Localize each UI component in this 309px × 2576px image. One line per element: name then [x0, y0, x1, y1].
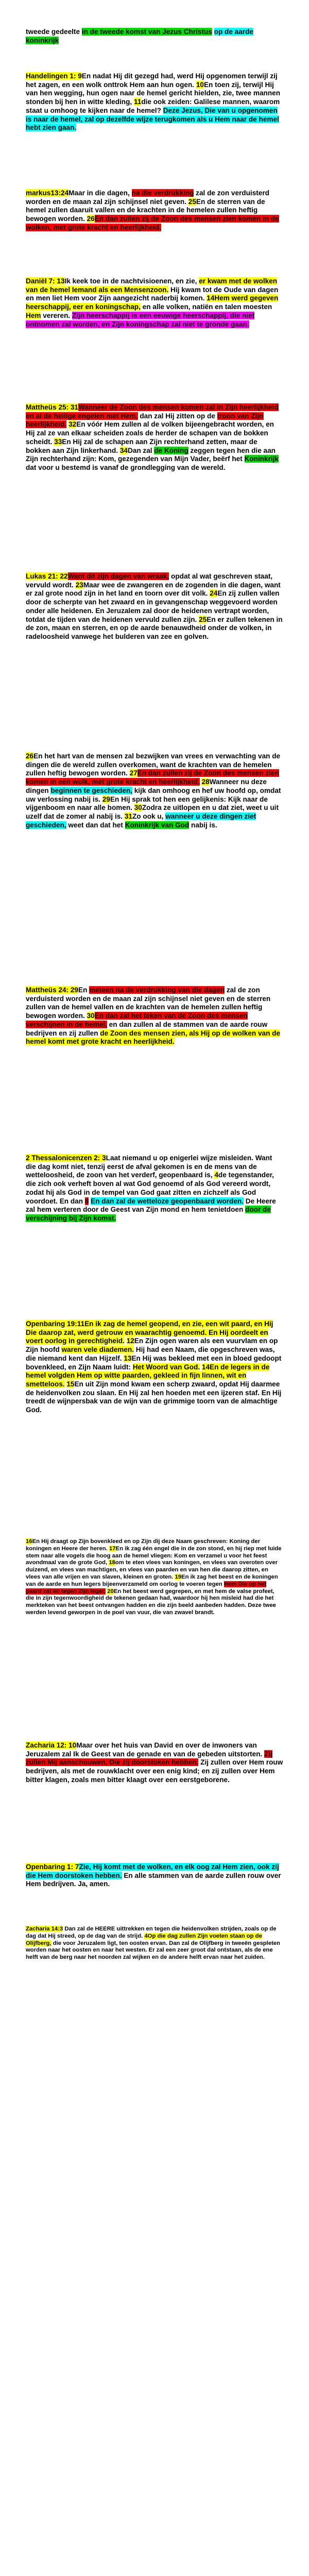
lukas-21-continuation-passage	[26, 752, 283, 829]
lukas-21-segment: Want dit zijn dagen van wraak,	[67, 572, 169, 580]
daniel-7-segment: Zijn heerschappij is een eeuwige heerschappij, die	[72, 311, 243, 319]
lukas-21b-segment: 27	[129, 769, 138, 777]
openbaring-19-segment: 15	[66, 1380, 75, 1388]
markus-13-segment: 26	[87, 215, 95, 223]
zacharia-12-segment: Zij zullen Mij aanschouwen, Die zij doorstoken hebben.	[26, 1750, 272, 1767]
daniel-7-segment: 14	[207, 294, 215, 302]
openbaring-19b-segment: 20	[107, 1588, 114, 1595]
lukas-21b-segment: Zo ook u,	[132, 812, 166, 820]
handelingen-1-segment: En toen zij, terwijl Hij van hen wegging, hun ogen naar de hemel gericht hielden, zie, twee mannen stonden bij hen in witte kleding,	[26, 80, 280, 106]
openbaring-19-segment: 12	[126, 1337, 134, 1345]
intro-segment: tweede gedeelte	[26, 28, 82, 36]
mattheus-25-segment: Mattheüs 25: 31	[26, 403, 78, 411]
daniel-7-segment: Hem werd gegeven heerschappij, eer en koningschap,	[26, 294, 279, 311]
mattheus-25-segment: Koninkrijk	[244, 455, 279, 463]
zacharia-14-segment: Zacharia 14:3	[26, 1926, 63, 1932]
lukas-21-segment: 24	[210, 589, 218, 598]
mattheus-25-segment: En vóór Hem zullen al de volken bijeengebracht worden, en Hij zal ze van elkaar scheiden zoals de herder de schapen van de bokken scheidt.	[26, 420, 274, 446]
daniel-7-segment: niet ontnomen zal worden, en Zijn koningschap zal niet te gronde gaan.	[26, 311, 255, 328]
lukas-21-segment: 25	[199, 615, 207, 623]
openbaring-19b-segment: En het beest werd gegrepen, en met hem de valse profeet, die in zijn tegenwoordigheid de tekenen gedaan had, waardoor hij hen misleid had die het merkteken van het beest ontvangen hadden en die zijn beeld aanbeden hadden. Deze twee werden levend geworpen in de poel van vuur, die van zwavel brandt.	[26, 1588, 276, 1616]
zacharia-12-segment: Maar over het huis van David en over de inwoners van Jeruzalem zal Ik de Geest van de genade en van de gebeden uitstorten.	[26, 1741, 265, 1758]
openbaring-19b-segment: En ik zag het beest en de koningen van de aarde en hun legers bijeenverzameld om oorlog te voeren tegen	[26, 1573, 278, 1587]
markus-13-segment: Maar in die dagen,	[68, 189, 132, 197]
intro-segment: in de tweede komst van Jezus Christus	[81, 28, 212, 36]
openbaring-19-segment: En Hij was bekleed met een in bloed gedoopt bovenkleed, en Zijn Naam luidt:	[26, 1354, 282, 1371]
mattheus-25-segment: 33	[54, 437, 62, 446]
openbaring-19-segment: En de legers in de hemel volgden Hem op witte paarden, gekleed in fijn linnen, wit en smetteloos.	[26, 1363, 270, 1388]
handelingen-1-segment: die ook zeiden: Galilese mannen, waarom staat u omhoog te kijken naar de hemel?	[26, 98, 280, 114]
mattheus-25-segment: Dan zal	[127, 446, 154, 454]
daniel-7-segment: Hij kwam tot de Oude van dagen en men liet Hem voor Zijn aangezicht naderbij komen.	[26, 285, 279, 302]
lukas-21-segment: opdat al wat geschreven staat, vervuld wordt.	[26, 572, 273, 589]
intro-segment: op de aarde	[214, 28, 253, 36]
mattheus-24-segment: En	[78, 986, 90, 994]
mattheus-25-segment: Wanneer de Zoon des mensen komen zal in Zijn heerlijkheid en al de heilige engelen met Hem,	[26, 403, 279, 420]
openbaring-1-segment: Openbaring 1: 7	[26, 1863, 79, 1871]
openbaring-19b-segment: Hem Die op het paard zat en tegen Zijn leger.	[26, 1581, 267, 1595]
mattheus-24-segment: 30	[87, 1012, 95, 1020]
lukas-21-segment: En zij zullen vallen door de scherpte van het zwaard en in gevangenschap weggevoerd worden onder alle heidenen. En Jeruzalem zal door de heidenen vertrapt worden, totdat de tijden van de heidenen vervuld zullen zijn.	[26, 589, 280, 623]
zacharia-14-segment: Op die dag zullen Zijn voeten staan op de Olijfberg,	[26, 1933, 262, 1946]
openbaring-19-continuation-passage	[26, 1538, 283, 1617]
mattheus-25-segment: dat voor u bestemd is vanaf de grondlegging van de wereld.	[26, 463, 226, 471]
daniel-7-segment: er kwam met de wolken van de hemel Iemand als een Mensenzoon.	[26, 277, 278, 294]
mattheus-25-segment: de Koning	[154, 446, 188, 454]
mattheus-24-segment: meteen na de verdrukking van die dagen	[89, 986, 225, 994]
markus-13-segment: markus13:24	[26, 189, 69, 197]
markus-13-segment: zal de zon verduisterd worden en de maan zal zijn schijnsel niet geven.	[26, 189, 269, 206]
markus-13-segment: En dan zullen zij de Zoon des mensen zien komen in de wolken, met grote kracht en heerlijkheid.	[26, 215, 279, 231]
openbaring-19b-segment: 17	[109, 1545, 116, 1552]
openbaring-19b-segment: En Hij draagt op Zijn bovenkleed en op Zijn dij deze Naam geschreven: Koning der koningen en Heere der heren.	[26, 1538, 261, 1552]
daniel-7-passage	[26, 277, 283, 329]
lukas-21b-segment: 28	[201, 778, 210, 786]
mattheus-25-segment: troon van Zijn heerlijkheid.	[26, 412, 264, 429]
lukas-21b-segment: beginnen te geschieden,	[50, 786, 132, 794]
daniel-7-segment: en alle volken, natiën en talen moesten	[140, 303, 272, 311]
lukas-21b-segment: kijk dan omhoog en hef uw hoofd op, omdat uw verlossing nabij is.	[26, 786, 281, 803]
tessalonicenzen-2-segment: 2 Thessalonicenzen 2: 3	[26, 1154, 106, 1162]
lukas-21b-segment: En Hij sprak tot hen een gelijkenis: Kijk naar de vijgenboom en naar alle bomen.	[26, 795, 268, 812]
mattheus-25-segment: En Hij zal de schapen aan Zijn rechterhand zetten, maar de bokken aan Zijn linkerhand.	[26, 437, 258, 454]
lukas-21-segment: En er zullen tekenen in de zon, maan en sterren, en op de aarde benauwdheid onder de volken, in radeloosheid vanwege het bulderen van zee en golven.	[26, 615, 283, 640]
lukas-21-segment: Maar wee de zwangeren en de zogenden in die dagen, want er zal grote nood zijn in het land en toorn over dit volk.	[26, 581, 281, 598]
intro-segment: koninkrijk	[26, 36, 59, 44]
tessalonicenzen-2-segment: Laat niemand u op enigerlei wijze misleiden. Want die dag komt niet, tenzij eerst de afval gekomen is en de mens van de wetteloosheid, de zoon van het verderf, geopenbaard is,	[26, 1154, 272, 1179]
lukas-21-segment: Lukas 21: 22	[26, 572, 68, 580]
openbaring-1-passage	[26, 1863, 283, 1889]
openbaring-19-segment: 13	[124, 1354, 132, 1362]
tessalonicenzen-2-segment: 4	[214, 1171, 218, 1179]
handelingen-1-segment: Deze Jezus, Die van u opgenomen is naar de hemel, zal op dezelfde wijze terugkomen als u Hem naar de hemel hebt zien gaan.	[26, 106, 279, 132]
mattheus-24-passage	[26, 986, 283, 1046]
daniel-7-segment: Daniël 7: 13	[26, 277, 65, 285]
zacharia-12-passage	[26, 1741, 283, 1785]
openbaring-19-segment: 14	[201, 1363, 210, 1371]
mattheus-25-passage	[26, 403, 283, 472]
openbaring-19b-segment: En ik zag één engel die in de zon stond, en hij riep met luide stem naar alle vogels die hoog aan de hemel vliegen: Kom en verzamel u voor het feest avondmaal van de grote God,	[26, 1545, 282, 1566]
markus-13-segment: 25	[188, 197, 196, 206]
handelingen-1-segment: 11	[133, 98, 142, 106]
mattheus-24-segment: de Zoon des mensen zien, als Hij op de wolken van de hemel komt met grote kracht en heerlijkheid.	[26, 1029, 281, 1046]
lukas-21-passage	[26, 572, 283, 641]
tessalonicenzen-2-segment: En dan	[59, 1197, 85, 1205]
lukas-21b-segment: Wanneer nu deze dingen	[26, 778, 267, 794]
openbaring-1-segment: En alle stammen van de aarde zullen rouw over Hem bedrijven. Ja, amen.	[26, 1871, 281, 1888]
tessalonicenzen-2-segment: En dan zal de wetteloze geopenbaard worden.	[91, 1197, 244, 1205]
lukas-21b-segment: En het hart van de mensen zal bezwijken van vrees en verwachting van de dingen die de wereld zullen overkomen, want de krachten van de hemelen zullen heftig bewogen worden.	[26, 752, 281, 777]
zacharia-12-segment: Zacharia 12: 10	[26, 1741, 77, 1749]
mattheus-24-segment: en dan zullen al de stammen van de aarde rouw bedrijven en zij zullen	[26, 1020, 268, 1037]
lukas-21b-segment: 30	[134, 804, 142, 812]
zacharia-12-segment: Zij zullen over Hem rouw bedrijven, als met de rouwklacht over een enig kind; en zij zullen over Hem bitter klagen, zoals men bitter klaagt over een eerstgeborene.	[26, 1758, 283, 1784]
openbaring-19b-segment: 16	[26, 1538, 32, 1545]
daniel-7-segment: Ik keek toe in de nachtvisioenen, en zie,	[64, 277, 199, 285]
openbaring-19-segment: Het Woord van God.	[132, 1363, 200, 1371]
openbaring-19-segment: En Zijn ogen waren als een vuurvlam en op Zijn hoofd	[26, 1337, 278, 1354]
openbaring-19b-segment: 18	[109, 1560, 115, 1566]
handelingen-1-segment: Handelingen 1: 9	[26, 72, 82, 80]
openbaring-19-segment: En ik zag de hemel geopend, en zie, een wit paard, en Hij Die daarop zat, werd getrouw en waarachtig genoemd. En Hij oordeelt en voert oorlog in gerechtigheid.	[26, 1320, 273, 1345]
tessalonicenzen-2-segment: De Heere zal hem verteren door de Geest van Zijn mond en hem tenietdoen	[26, 1197, 276, 1214]
mattheus-24-segment: En dan zal het teken van de Zoon des mensen verschijnen in de hemel,	[26, 1012, 248, 1028]
tessalonicenzen-2-segment: de tegenstander, die zich ook verheft boven al wat God genoemd of als God vereerd wordt, zodat hij als God in de tempel van God gaat zitten en zichzelf als God voordoet.	[26, 1171, 274, 1205]
handelingen-1-segment: 10	[196, 80, 204, 89]
lukas-21b-segment: nabij is.	[189, 821, 217, 829]
intro-heading	[26, 28, 283, 45]
tessalonicenzen-2-segment: door de verschijning bij Zijn komst.	[26, 1206, 271, 1222]
lukas-21b-segment: Koninkrijk van God	[125, 821, 190, 829]
zacharia-14-segment: 4	[144, 1933, 148, 1939]
zacharia-14-passage	[26, 1926, 283, 1961]
openbaring-19b-segment: om te eten vlees van koningen, en vlees van overoten over duizend, en vlees van machtigen, en vlees van paarden en van hen die daarop zitten, en vlees van alle vrijen en van slaven, kleinen en groten.	[26, 1560, 278, 1580]
daniel-7-segment: vereren.	[41, 311, 72, 319]
mattheus-25-segment: zeggen tegen hen die aan Zijn rechterhand zijn: Kom, gezegenden van Mijn Vader, beërf het	[26, 446, 276, 463]
tessalonicenzen-2-segment: 8	[84, 1197, 89, 1205]
tessalonicenzen-2-passage	[26, 1154, 283, 1223]
mattheus-24-segment: Mattheüs 24: 29	[26, 986, 78, 994]
markus-13-segment: En de sterren van de hemel zullen daaruit vallen en de krachten in de hemelen zullen heftig bewogen worden.	[26, 197, 265, 223]
zacharia-14-segment: die voor Jeruzalem ligt, ten oosten ervan. Dan zal de Olijfberg in tweeën gespleten worden naar het oosten en naar het westen. Er zal een zeer groot dal ontstaan, als de ene helft van de berg naar het noorden zal wijken en de andere helft ervan naar het zuiden.	[26, 1940, 281, 1961]
lukas-21b-segment: 26	[26, 752, 34, 760]
daniel-7-segment: Hem	[26, 311, 41, 319]
markus-13-passage	[26, 189, 283, 232]
lukas-21b-segment: weet dan dat het	[66, 821, 125, 829]
openbaring-19-segment: En uit Zijn mond kwam een scherp zwaard, opdat Hij daarmee de heidenvolken zou slaan. En Hij zal hen hoeden met een ijzeren staf. En Hij treedt de wijnpersbak van de wijn van de grimmige toorn van de almachtige God.	[26, 1380, 282, 1414]
lukas-21b-segment: En dan zullen zij de Zoon des mensen zien komen in een wolk, met grote kracht en heerlijkheid.	[26, 769, 279, 786]
handelingen-1-passage	[26, 72, 283, 132]
openbaring-19-segment: Hij had een Naam, die opgeschreven was, die niemand kent dan Hijzelf.	[26, 1346, 275, 1362]
openbaring-1-segment: Zie, Hij komt met de wolken, en elk oog zal Hem zien, ook zij die Hem doorstoken hebben.	[26, 1863, 279, 1879]
mattheus-24-segment: zal de zon verduisterd worden en de maan zal zijn schijnsel niet geven en de sterren zullen van de hemel vallen en de krachten van de hemelen zullen heftig bewogen worden.	[26, 986, 271, 1020]
lukas-21b-segment: Zodra ze uitlopen en u dat ziet, weet u uit uzelf dat de zomer al nabij is.	[26, 804, 279, 820]
mattheus-25-segment: 32	[68, 420, 77, 429]
lukas-21b-segment: 29	[102, 795, 110, 803]
mattheus-25-segment: dan zal Hij zitten op de	[138, 412, 217, 420]
openbaring-19-segment: waren vele diademen.	[61, 1346, 134, 1354]
handelingen-1-segment: En nadat Hij dit gezegd had, werd Hij opgenomen terwijl zij het zagen, en een wolk onttrok Hem aan hun ogen.	[26, 72, 278, 89]
markus-13-segment: na die verdrukking	[131, 189, 194, 197]
openbaring-19b-segment: 19	[175, 1573, 182, 1580]
openbaring-19-passage	[26, 1320, 283, 1415]
lukas-21b-segment: wanneer u deze dingen ziet geschieden,	[26, 812, 256, 829]
lukas-21-segment: 23	[75, 581, 83, 589]
lukas-21b-segment: 31	[124, 812, 132, 820]
openbaring-19-segment: Openbaring 19:11	[26, 1320, 85, 1328]
mattheus-25-segment: 34	[119, 446, 128, 454]
zacharia-14-segment: Dan zal de HEERE uittrekken en tegen die heidenvolken strijden, zoals op de dag dat Hij streed, op de dag van de strijd.	[26, 1926, 277, 1939]
